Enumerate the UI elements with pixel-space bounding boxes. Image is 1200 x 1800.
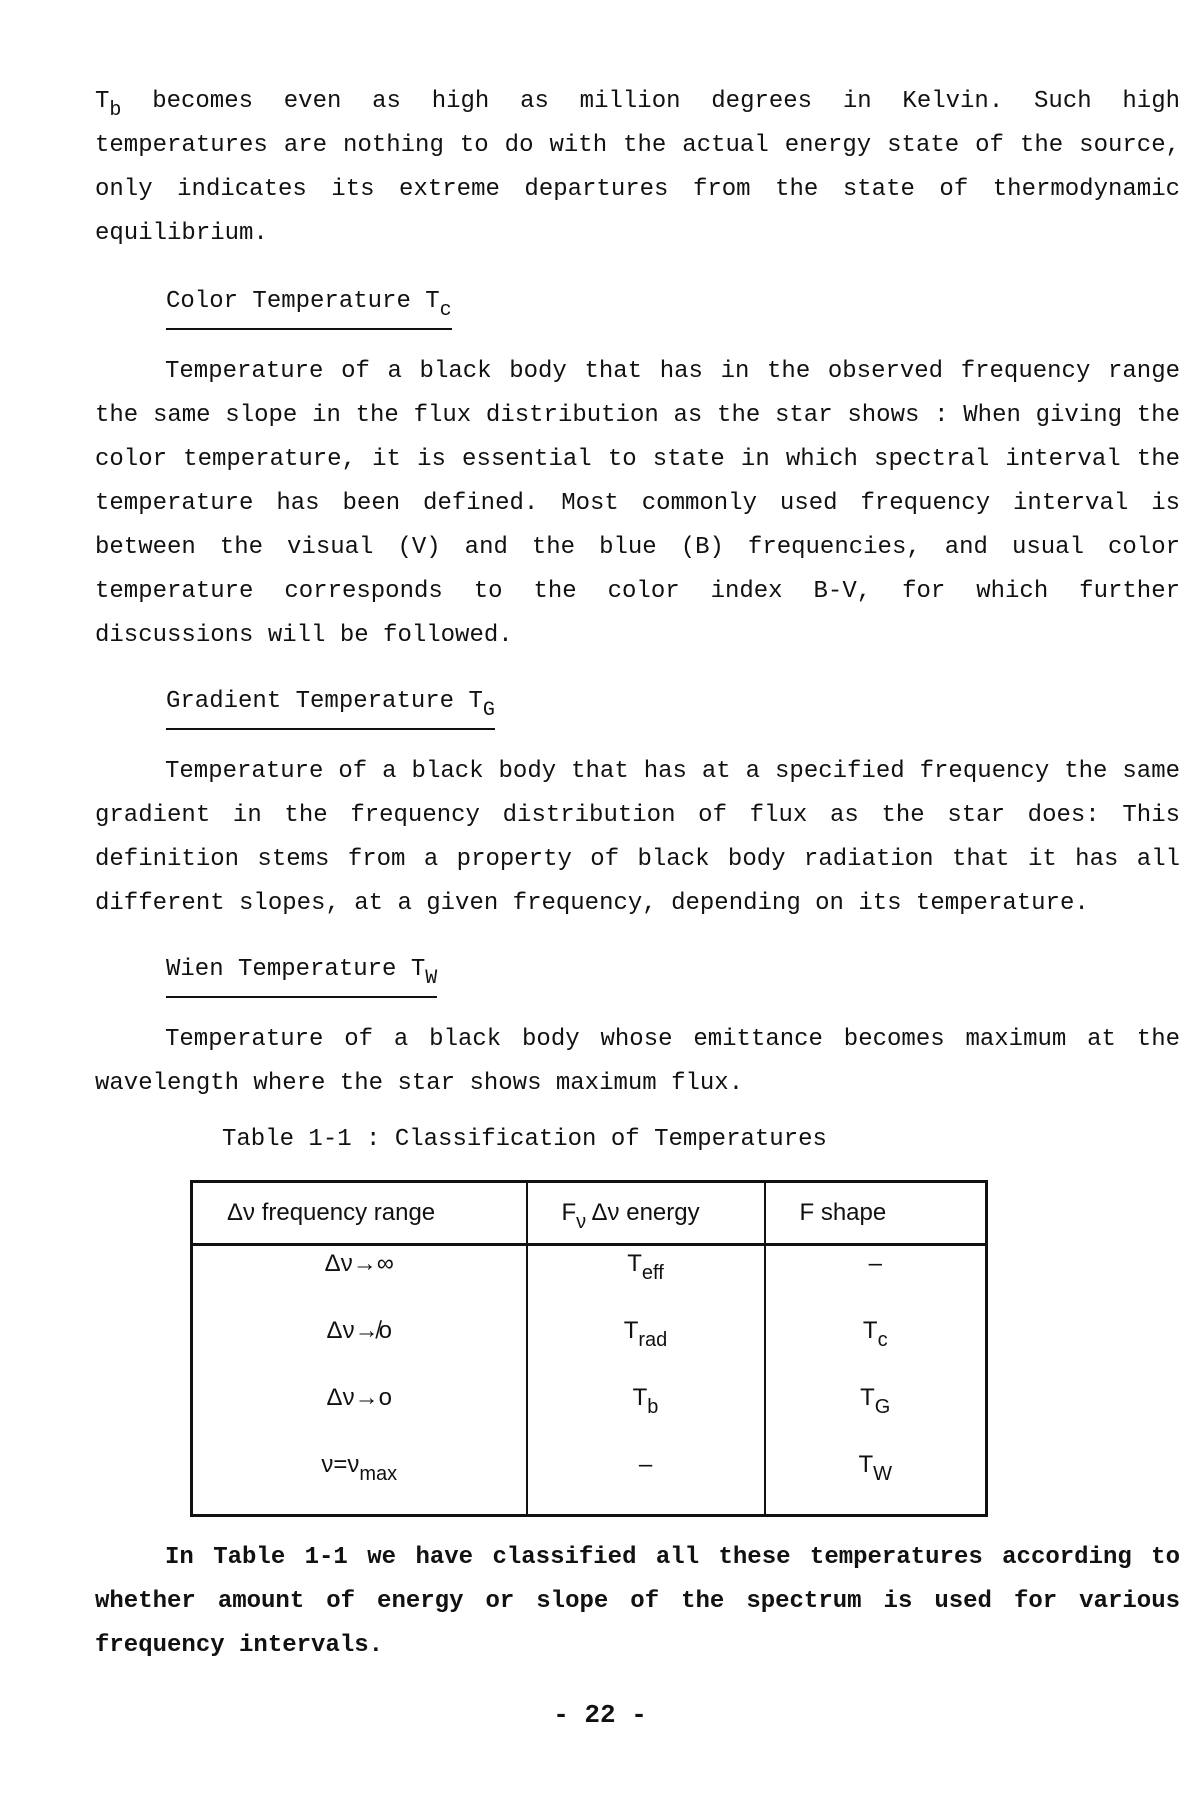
cell-energy (527, 1245, 765, 1314)
table-caption: Table 1-1 : Classification of Temperatures (222, 1126, 827, 1153)
cell-shape (765, 1380, 987, 1447)
range-text: Δν→o (326, 1384, 392, 1411)
energy-text: T (627, 1250, 642, 1277)
gradient-temperature-heading (166, 680, 495, 730)
shape-text: T (858, 1451, 874, 1478)
range-text: ν=ν (321, 1451, 360, 1478)
energy-subscript: b (647, 1396, 659, 1418)
cell-shape (765, 1447, 987, 1516)
header-energy (527, 1182, 765, 1245)
cell-range (192, 1447, 527, 1516)
cell-range (192, 1313, 527, 1380)
energy-text: T (632, 1384, 648, 1411)
energy-text: T (623, 1317, 639, 1344)
energy-subscript: eff (641, 1262, 664, 1284)
table-row (192, 1447, 987, 1516)
cell-energy (527, 1313, 765, 1380)
table-row (192, 1380, 987, 1447)
cell-energy (527, 1447, 765, 1516)
cell-shape (765, 1313, 987, 1380)
temperature-classification-table (190, 1180, 988, 1517)
range-text: Δν→∞ (324, 1250, 394, 1277)
heading-text: Gradient Temperature T (166, 688, 483, 715)
heading-text: Color Temperature T (166, 288, 440, 315)
header-frequency-range: Δν frequency range (192, 1182, 527, 1245)
energy-subscript: rad (638, 1329, 668, 1351)
table-row (192, 1245, 987, 1314)
cell-shape (765, 1245, 987, 1314)
range-subscript: max (359, 1463, 398, 1485)
cell-range (192, 1380, 527, 1447)
shape-subscript: c (877, 1329, 888, 1351)
heading-subscript: W (425, 967, 438, 990)
cell-range (192, 1245, 527, 1314)
heading-text: Wien Temperature T (166, 956, 426, 983)
table-header-row (192, 1182, 987, 1245)
heading-subscript: G (482, 699, 495, 722)
header-energy-subscript: ν (576, 1211, 587, 1233)
header-energy-text: Δν energy (586, 1199, 700, 1226)
shape-text: T (862, 1317, 878, 1344)
table-row (192, 1313, 987, 1380)
intro-text: becomes even as high as million degrees in Kelvin. Such high temperatures are nothing to do with the actual energy state of the source, only indicates its extreme departures from the state of thermodynamic equilibrium. (95, 88, 1180, 247)
symbol-t: T (95, 88, 110, 115)
shape-subscript: G (874, 1396, 891, 1418)
symbol-subscript: b (109, 99, 122, 122)
closing-paragraph: In Table 1-1 we have classified all these temperatures according to whether amount of energy or slope of the spectrum is used for various frequency intervals. (95, 1544, 1180, 1659)
cell-energy (527, 1380, 765, 1447)
energy-text: – (638, 1451, 653, 1478)
range-text: Δν↛o (326, 1317, 392, 1344)
wien-temperature-body: Temperature of a black body whose emittance becomes maximum at the wavelength where the star shows maximum flux. (95, 1026, 1180, 1097)
shape-text: T (860, 1384, 875, 1411)
wien-temperature-heading (166, 948, 437, 998)
heading-subscript: c (439, 299, 452, 322)
header-shape: F shape (765, 1182, 987, 1245)
page-number: - 22 - (553, 1700, 647, 1730)
shape-text: – (868, 1250, 882, 1277)
shape-subscript: W (873, 1463, 893, 1485)
header-energy-f: F (561, 1199, 577, 1226)
intro-paragraph (95, 80, 1180, 256)
color-temperature-body: Temperature of a black body that has in the observed frequency range the same slope in the flux distribution as the star shows : When giving the color temperature, it is essential to state in which spectral interval the temperature has been defined. Most commonly used frequency interval is between the visual (V) and the blue (B) frequencies, and usual color temperature corresponds to the color index B-V, for which further discussions will be followed. (95, 358, 1180, 649)
color-temperature-heading (166, 280, 452, 330)
gradient-temperature-body: Temperature of a black body that has at a specified frequency the same gradient in the frequency distribution of flux as the star does: This definition stems from a property of black body radiation that it has all different slopes, at a given frequency, depending on its temperature. (95, 758, 1180, 917)
